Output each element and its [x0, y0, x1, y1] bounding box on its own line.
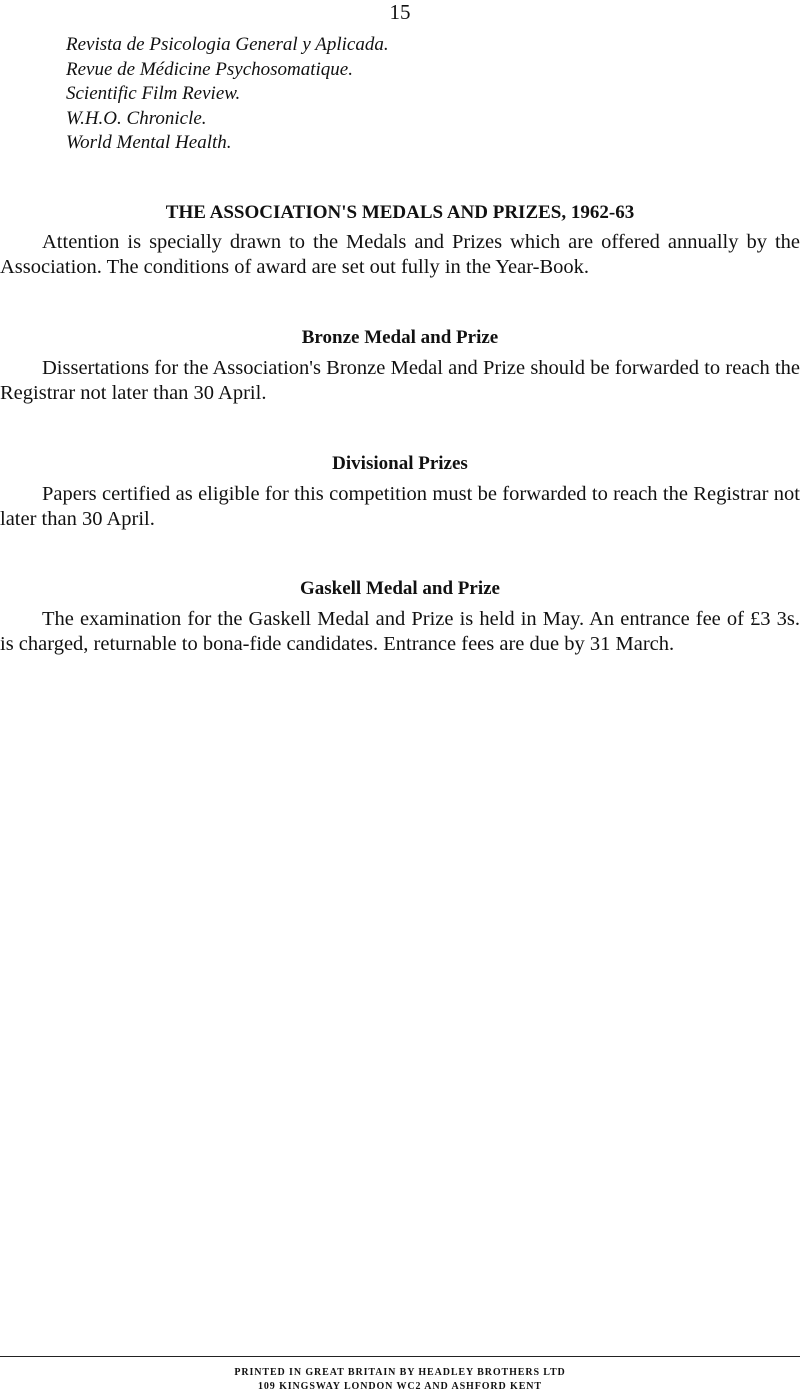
page-number: 15: [389, 0, 411, 24]
journal-item: World Mental Health.: [66, 132, 232, 153]
bronze-medal-paragraph: Dissertations for the Association's Bronze Medal and Prize should be forwarded to reach the Registrar not later than 30 April.: [0, 357, 800, 404]
journal-item: W.H.O. Chronicle.: [66, 107, 207, 129]
divisional-prizes-paragraph: Papers certified as eligible for this competition must be forwarded to reach the Registrar not later than 30 April.: [0, 483, 800, 530]
gaskell-medal-heading: Gaskell Medal and Prize: [299, 578, 500, 599]
bronze-medal-heading: Bronze Medal and Prize: [301, 327, 499, 348]
printer-imprint-line-2: 109 KINGSWAY LONDON WC2 AND ASHFORD KENT: [257, 1381, 542, 1392]
gaskell-medal-paragraph: The examination for the Gaskell Medal and Prize is held in May. An entrance fee of £3 3s. is charged, returnable to bona-fide candidates. Entrance fees are due by 31 March.: [0, 608, 800, 655]
section-title: THE ASSOCIATION'S MEDALS AND PRIZES, 1962-63: [165, 202, 635, 223]
journal-item: Revista de Psicologia General y Aplicada.: [66, 34, 389, 55]
journal-item: Revue de Médicine Psychosomatique.: [66, 58, 353, 80]
journal-item: Scientific Film Review.: [66, 83, 241, 104]
divisional-prizes-heading: Divisional Prizes: [332, 453, 468, 474]
printer-imprint-line-1: PRINTED IN GREAT BRITAIN BY HEADLEY BROTHERS LTD: [234, 1367, 566, 1378]
intro-paragraph: Attention is specially drawn to the Medals and Prizes which are offered annually by the Association. The conditions of award are set out fully in the Year-Book.: [0, 231, 800, 278]
journal-list: [66, 33, 389, 156]
footer-rule: [0, 1356, 800, 1357]
